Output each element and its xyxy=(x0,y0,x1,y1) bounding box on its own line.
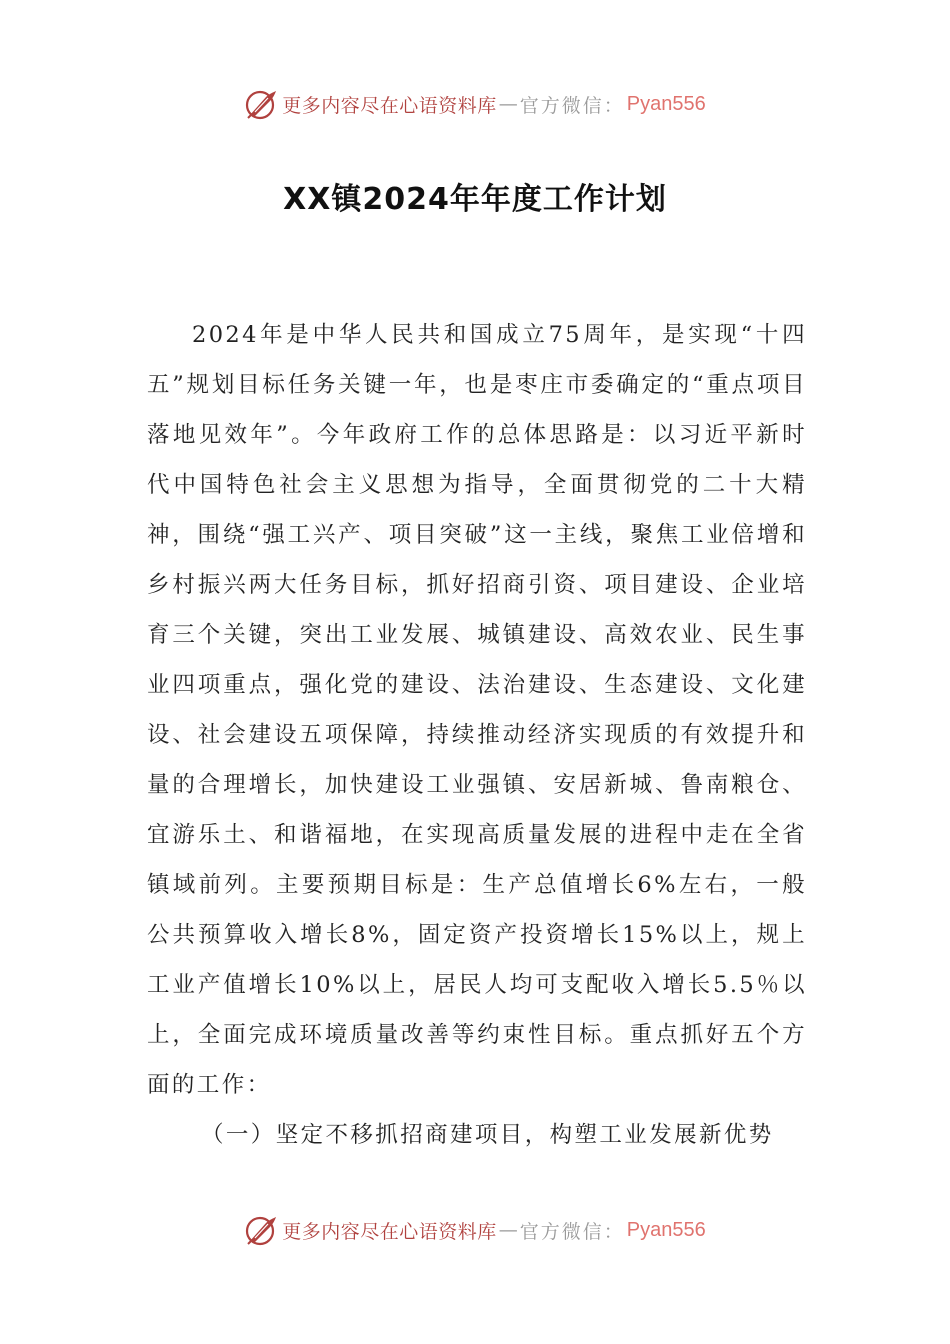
banner-separator: — xyxy=(498,93,518,115)
wechat-label: 官方微信： xyxy=(519,94,625,117)
quill-pen-logo-icon xyxy=(244,87,278,121)
footer-watermark-banner xyxy=(0,1210,950,1250)
brand-text: 更多内容尽在心语资料库 xyxy=(282,1220,497,1243)
header-watermark-banner xyxy=(0,84,950,124)
banner-separator: — xyxy=(498,1219,518,1241)
body-paragraph: 2024年是中华人民共和国成立75周年，是实现“十四五”规划目标任务关键一年，也是枣庄市委确定的“重点项目落地见效年”。今年政府工作的总体思路是：以习近平新时代中国特色社会主义思想为指导，全面贯彻党的二十大精神，围绕“强工兴产、项目突破”这一主线，聚焦工业倍增和乡村振兴两大任务目标，抓好招商引资、项目建设、企业培育三个关键，突出工业发展、城镇建设、高效农业、民生事业四项重点，强化党的建设、法治建设、生态建设、文化建设、社会建设五项保障，持续推动经济实现质的有效提升和量的合理增长，加快建设工业强镇、安居新城、鲁南粮仓、宜游乐土、和谐福地，在实现高质量发展的进程中走在全省镇域前列。主要预期目标是：生产总值增长6%左右，一般公共预算收入增长8%，固定资产投资增长15%以上，规上工业产值增长10%以上，居民人均可支配收入增长5.5％以上，全面完成环境质量改善等约束性目标。重点抓好五个方面的工作： xyxy=(147,322,807,1098)
wechat-label: 官方微信： xyxy=(519,1220,625,1243)
brand-text: 更多内容尽在心语资料库 xyxy=(282,94,497,117)
wechat-id: Pyan556 xyxy=(626,92,706,115)
wechat-id: Pyan556 xyxy=(626,1218,706,1241)
document-title: XX镇2024年年度工作计划 xyxy=(283,182,667,217)
section-heading-1: （一）坚定不移抓招商建项目，构塑工业发展新优势 xyxy=(201,1122,774,1148)
quill-pen-logo-icon xyxy=(244,1213,278,1247)
